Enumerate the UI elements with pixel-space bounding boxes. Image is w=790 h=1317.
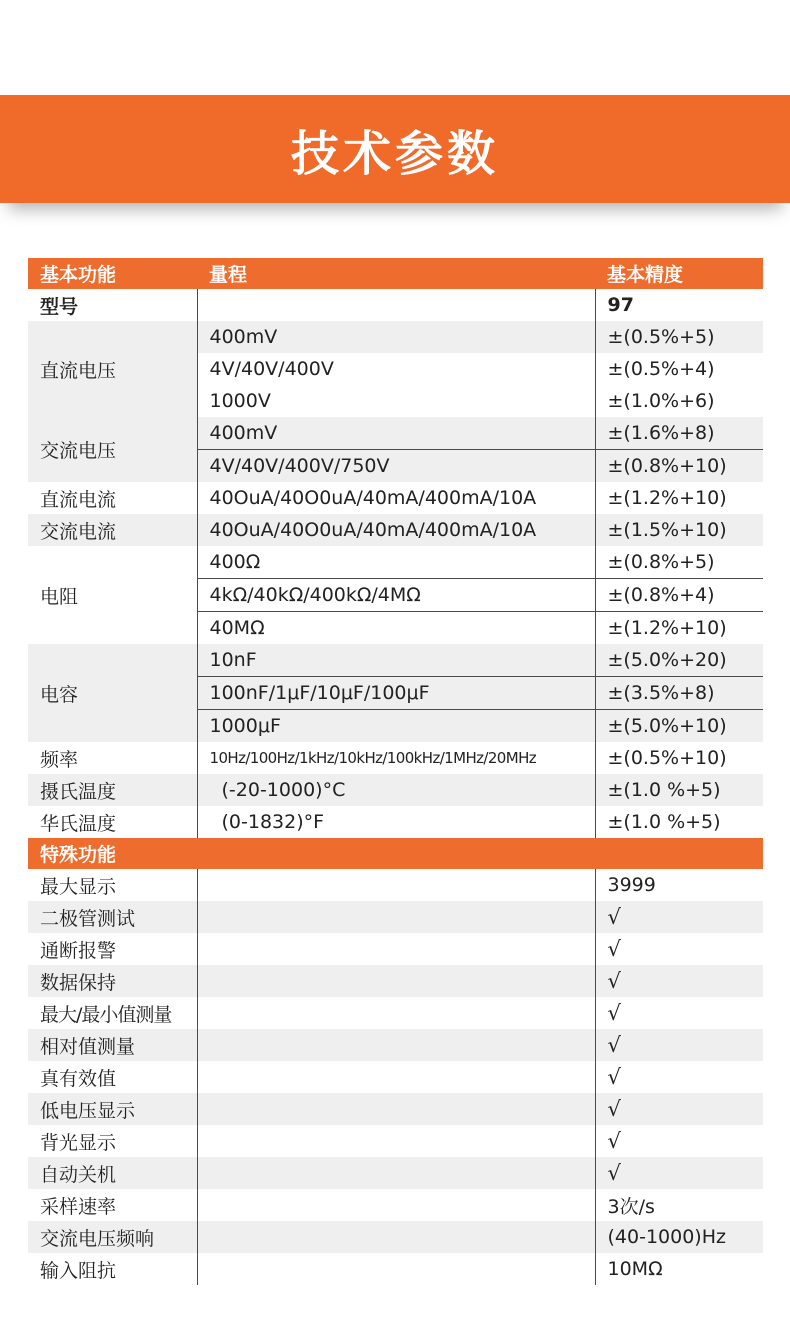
table-row	[28, 806, 763, 838]
range-cell: 40OuA/40O0uA/40mA/400mA/10A	[197, 514, 595, 546]
accuracy-cell: ±(0.8%+5)	[595, 546, 763, 579]
special-value: 10MΩ	[595, 1253, 763, 1285]
model-label: 型号	[40, 295, 79, 318]
special-blank	[197, 1189, 595, 1221]
range-cell: 4kΩ/40kΩ/400kΩ/4MΩ	[197, 579, 595, 612]
special-name: 交流电压频响	[28, 1221, 197, 1253]
special-row	[28, 1061, 763, 1093]
range-cell: 10nF	[197, 644, 595, 677]
header-function: 基本功能	[28, 258, 197, 289]
accuracy-cell: ±(1.2%+10)	[595, 612, 763, 645]
accuracy-cell: ±(0.5%+4)	[595, 353, 763, 385]
special-value: 3999	[595, 869, 763, 901]
function-name: 电阻	[40, 585, 79, 608]
special-header-row	[28, 838, 763, 869]
special-blank	[197, 997, 595, 1029]
range-cell: (-20-1000)°C	[197, 774, 595, 806]
header-accuracy: 基本精度	[595, 258, 763, 289]
special-name: 输入阻抗	[40, 1259, 117, 1282]
accuracy-cell: ±(5.0%+10)	[595, 710, 763, 743]
special-name: 通断报警	[40, 939, 117, 962]
range-cell: 10Hz/100Hz/1kHz/10kHz/100kHz/1MHz/20MHz	[197, 742, 595, 774]
special-row	[28, 933, 763, 965]
special-row	[28, 901, 763, 933]
accuracy-cell: ±(3.5%+8)	[595, 677, 763, 710]
range-cell: 400mV	[197, 417, 595, 450]
special-blank	[197, 1061, 595, 1093]
table-row	[28, 321, 763, 353]
check-mark: √	[595, 901, 763, 933]
special-row	[28, 1093, 763, 1125]
special-row	[28, 997, 763, 1029]
check-mark: √	[595, 997, 763, 1029]
accuracy-cell: ±(1.2%+10)	[595, 482, 763, 514]
table-row	[28, 644, 763, 677]
special-blank	[197, 869, 595, 901]
model-row	[28, 289, 763, 321]
accuracy-cell: ±(0.5%+5)	[595, 321, 763, 353]
special-name: 背光显示	[40, 1131, 117, 1154]
special-row	[28, 1253, 763, 1285]
spec-table	[28, 258, 763, 1285]
function-name: 摄氏温度	[28, 774, 197, 806]
accuracy-cell: ±(1.0 %+5)	[595, 774, 763, 806]
range-cell: 100nF/1μF/10μF/100μF	[197, 677, 595, 710]
special-row	[28, 1029, 763, 1061]
range-cell: 40MΩ	[197, 612, 595, 645]
range-cell: 4V/40V/400V/750V	[197, 450, 595, 483]
special-blank	[197, 933, 595, 965]
check-mark: √	[595, 1157, 763, 1189]
function-name: 华氏温度	[40, 812, 117, 835]
page-title: 技术参数	[290, 125, 499, 182]
special-name: 二极管测试	[28, 901, 197, 933]
special-row	[28, 869, 763, 901]
table-row	[28, 774, 763, 806]
model-value: 97	[595, 289, 763, 321]
check-mark: √	[595, 1093, 763, 1125]
special-blank	[197, 901, 595, 933]
range-cell: 400mV	[197, 321, 595, 353]
range-cell: 4V/40V/400V	[197, 353, 595, 385]
function-name: 交流电压	[28, 417, 197, 482]
special-value: (40-1000)Hz	[595, 1221, 763, 1253]
accuracy-cell: ±(0.5%+10)	[595, 742, 763, 774]
special-name: 真有效值	[40, 1067, 117, 1090]
special-blank	[197, 1221, 595, 1253]
range-cell: 40OuA/40O0uA/40mA/400mA/10A	[197, 482, 595, 514]
special-blank	[197, 1157, 595, 1189]
accuracy-cell: ±(5.0%+20)	[595, 644, 763, 677]
check-mark: √	[595, 933, 763, 965]
special-row	[28, 1189, 763, 1221]
special-row	[28, 965, 763, 997]
accuracy-cell: ±(0.8%+4)	[595, 579, 763, 612]
range-cell: 1000V	[197, 385, 595, 417]
table-row	[28, 417, 763, 450]
special-blank	[197, 1093, 595, 1125]
title-banner	[0, 95, 790, 203]
accuracy-cell: ±(1.0%+6)	[595, 385, 763, 417]
function-name: 频率	[40, 748, 79, 771]
special-name: 最大显示	[40, 875, 117, 898]
function-name: 直流电流	[40, 488, 117, 511]
table-row	[28, 546, 763, 579]
special-header: 特殊功能	[28, 838, 763, 869]
special-value: 3次/s	[595, 1189, 763, 1221]
check-mark: √	[595, 1061, 763, 1093]
range-cell: 400Ω	[197, 546, 595, 579]
accuracy-cell: ±(1.5%+10)	[595, 514, 763, 546]
accuracy-cell: ±(1.6%+8)	[595, 417, 763, 450]
special-name: 相对值测量	[28, 1029, 197, 1061]
function-name: 交流电流	[28, 514, 197, 546]
special-name: 自动关机	[28, 1157, 197, 1189]
special-row	[28, 1125, 763, 1157]
accuracy-cell: ±(0.8%+10)	[595, 450, 763, 483]
table-row	[28, 742, 763, 774]
header-row	[28, 258, 763, 289]
table-row	[28, 482, 763, 514]
special-blank	[197, 1253, 595, 1285]
check-mark: √	[595, 965, 763, 997]
function-name: 电容	[28, 644, 197, 742]
special-row	[28, 1157, 763, 1189]
special-blank	[197, 1125, 595, 1157]
check-mark: √	[595, 1125, 763, 1157]
function-name: 直流电压	[28, 321, 197, 417]
special-name: 低电压显示	[28, 1093, 197, 1125]
special-name: 采样速率	[40, 1195, 117, 1218]
range-cell: (0-1832)°F	[197, 806, 595, 838]
special-blank	[197, 1029, 595, 1061]
special-name: 最大/最小值测量	[40, 1003, 172, 1026]
special-name: 数据保持	[28, 965, 197, 997]
check-mark: √	[595, 1029, 763, 1061]
accuracy-cell: ±(1.0 %+5)	[595, 806, 763, 838]
special-row	[28, 1221, 763, 1253]
header-range: 量程	[197, 258, 595, 289]
table-row	[28, 514, 763, 546]
model-range-cell	[197, 289, 595, 321]
special-blank	[197, 965, 595, 997]
range-cell: 1000μF	[197, 710, 595, 743]
